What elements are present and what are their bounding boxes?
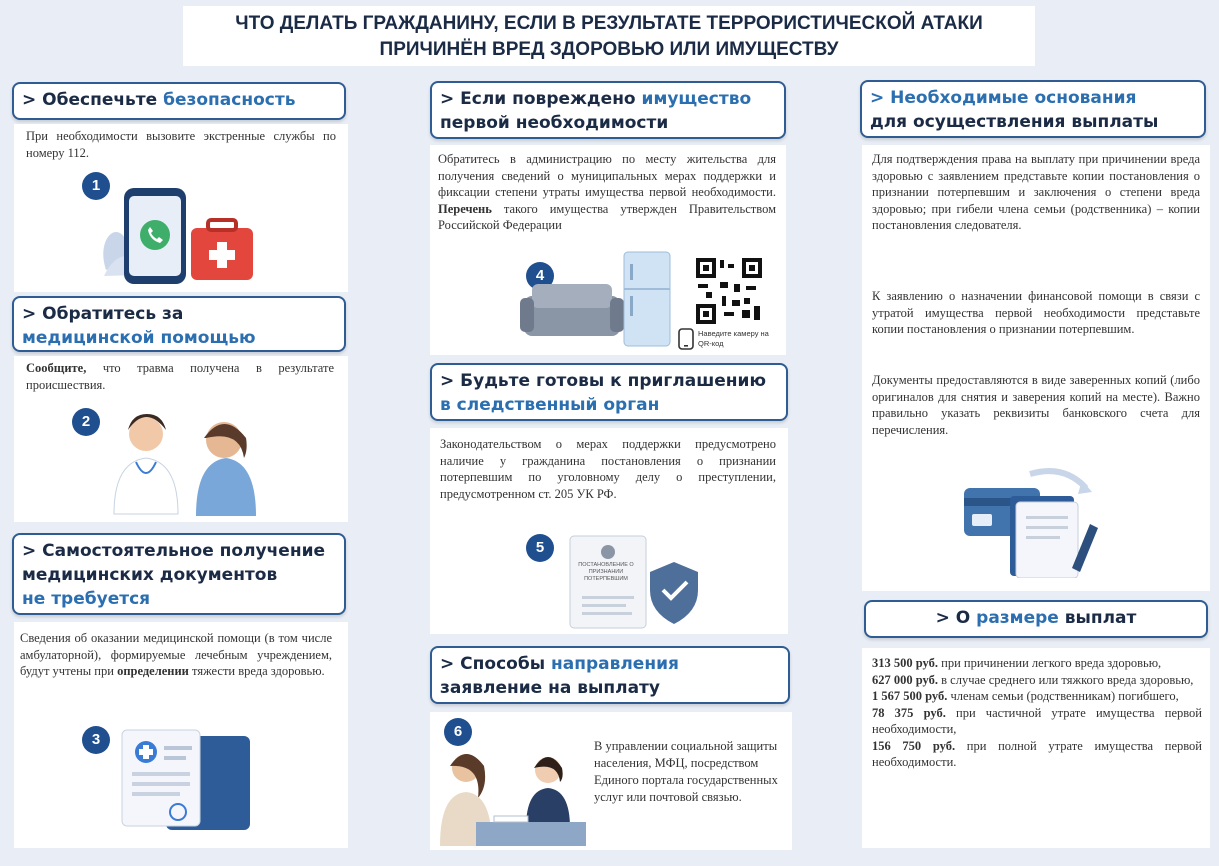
med-docs-header-line-1: > Самостоятельное получение [22, 541, 326, 561]
payment-item [872, 688, 1202, 705]
card-documents-icon [960, 466, 1110, 578]
property-text-bold: Перечень [438, 201, 492, 216]
submission-header-accent: направления [550, 654, 679, 674]
payment-desc: при полной утрате имущества первой необходимости. [872, 738, 1202, 769]
property-header-accent: имущество [641, 89, 752, 109]
property-header-line-2: первой необходимости [440, 113, 669, 133]
payment-amount: 1 567 500 руб. [872, 689, 948, 703]
medical-help-text [26, 360, 334, 393]
medical-help-header-line-2: медицинской помощью [22, 328, 256, 348]
property-text-b: такого имущества утвержден Правительством Российской Федерации [438, 201, 776, 232]
payment-amount: 627 000 руб. [872, 672, 938, 687]
payment-amount-header [864, 600, 1208, 638]
payment-item [872, 705, 1202, 738]
safety-header-text: > Обеспечьте [22, 90, 164, 110]
payment-amount-header-a: > О [935, 608, 977, 628]
medical-help-header [12, 296, 346, 352]
submission-header-text: > Способы [440, 654, 551, 674]
med-docs-text [20, 630, 332, 680]
medical-help-header-line-1: > Обратитесь за [22, 304, 184, 324]
med-docs-text-bold: определении [117, 664, 189, 678]
payment-desc: при частичной утрате имущества первой необходимости, [872, 705, 1202, 736]
step-badge-5: 5 [526, 534, 554, 562]
title-line-1: ЧТО ДЕЛАТЬ ГРАЖДАНИНУ, ЕСЛИ В РЕЗУЛЬТАТЕ ТЕРРОРИСТИЧЕСКОЙ АТАКИ [235, 13, 983, 34]
safety-text: При необходимости вызовите экстренные службы по номеру 112. [26, 129, 336, 160]
property-header [430, 81, 786, 139]
safety-header-accent: безопасность [163, 90, 296, 110]
step-badge-1: 1 [82, 172, 110, 200]
med-docs-header-line-3: не требуется [22, 589, 151, 609]
payment-grounds-header-line-2: для осуществления выплаты [870, 112, 1159, 132]
investigation-header-line-1: > Будьте готовы к приглашению [440, 371, 766, 391]
payment-desc: при причинении легкого вреда здоровью, [938, 656, 1162, 670]
payment-grounds-header-line-1: > Необходимые основания [870, 88, 1137, 108]
medical-help-text-bold: Сообщите, [26, 361, 87, 375]
payment-amount-list [872, 655, 1202, 771]
payment-grounds-header [860, 80, 1206, 138]
payment-desc: членам семьи (родственникам) погибшего, [947, 689, 1179, 703]
payment-amount: 78 375 руб. [872, 705, 946, 720]
payment-item [872, 672, 1202, 689]
investigation-header [430, 363, 788, 421]
phone-call-icon [96, 180, 266, 288]
payment-amount: 313 500 руб. [872, 656, 938, 670]
doctor-patient-icon [96, 404, 272, 516]
step-badge-4: 4 [526, 262, 554, 290]
investigation-text: Законодательством о мерах поддержки предусмотрено наличие у гражданина постановления о признании потерпевшим по уголовному делу о преступлении, предусмотренном ст. 205 УК РФ. [440, 437, 776, 501]
office-consultation-icon [436, 748, 586, 846]
med-docs-header [12, 533, 346, 615]
furniture-icon [518, 250, 678, 350]
submission-text: В управлении социальной защиты населения, МФЦ, посредством Единого портала государственных услуг или почтовой связью. [594, 739, 778, 804]
payment-item [872, 738, 1202, 771]
payment-item [872, 655, 1202, 672]
qr-hint: Наведите камеру на QR-код [698, 329, 769, 348]
title-line-2: ПРИЧИНЁН ВРЕД ЗДОРОВЬЮ ИЛИ ИМУЩЕСТВУ [379, 39, 839, 60]
investigation-header-line-2: в следственный орган [440, 395, 660, 415]
qr-code-icon [694, 256, 764, 326]
property-text [438, 151, 776, 234]
step-badge-2: 2 [72, 408, 100, 436]
med-docs-header-line-2: медицинских документов [22, 565, 278, 585]
medical-help-text-rest: что травма получена в результате происшествия. [26, 361, 334, 392]
payment-grounds-p3: Документы предоставляются в виде заверенных копий (либо оригиналов для снятия и заверения копий на месте). Важно правильно указать реквизиты банковского счета для перечисления. [872, 373, 1200, 437]
step-badge-6: 6 [444, 718, 472, 746]
submission-header-line-2: заявление на выплату [440, 678, 660, 698]
payment-amount: 156 750 руб. [872, 738, 956, 753]
med-docs-text-b: тяжести вреда здоровью. [188, 664, 325, 678]
med-docs-text-a: Сведения об оказании медицинской помощи (в том числе амбулаторной), формируемые лечебным учреждением, будут учтены при [20, 631, 332, 678]
property-header-text: > Если повреждено [440, 89, 642, 109]
step-badge-3: 3 [82, 726, 110, 754]
smartphone-icon [676, 328, 696, 350]
payment-grounds-p2: К заявлению о назначении финансовой помощи в связи с утратой имущества первой необходимости представьте копии постановления о признании потерпевшим. [872, 289, 1200, 336]
payment-desc: в случае среднего или тяжкого вреда здоровью, [938, 672, 1194, 687]
medical-document-icon [116, 728, 256, 832]
submission-header [430, 646, 790, 704]
decree-label: ПОСТАНОВЛЕНИЕ О ПРИЗНАНИИ ПОТЕРПЕВШИМ [578, 562, 634, 582]
payment-amount-header-c: выплат [1058, 608, 1137, 628]
safety-header [12, 82, 346, 120]
property-text-a: Обратитесь в администрацию по месту жительства для получения сведений о муниципальных мерах поддержки и фиксации степени утраты имущества первой необходимости. [438, 152, 776, 199]
page-title [183, 6, 1035, 66]
payment-grounds-p1: Для подтверждения права на выплату при причинении вреда здоровью с заявлением представьте копии постановления о признании потерпевшим и заключения о степени вреда здоровью; при гибели члена семьи (родственника) – копии постановления следователя. [872, 152, 1200, 232]
payment-amount-header-accent: размере [976, 608, 1059, 628]
